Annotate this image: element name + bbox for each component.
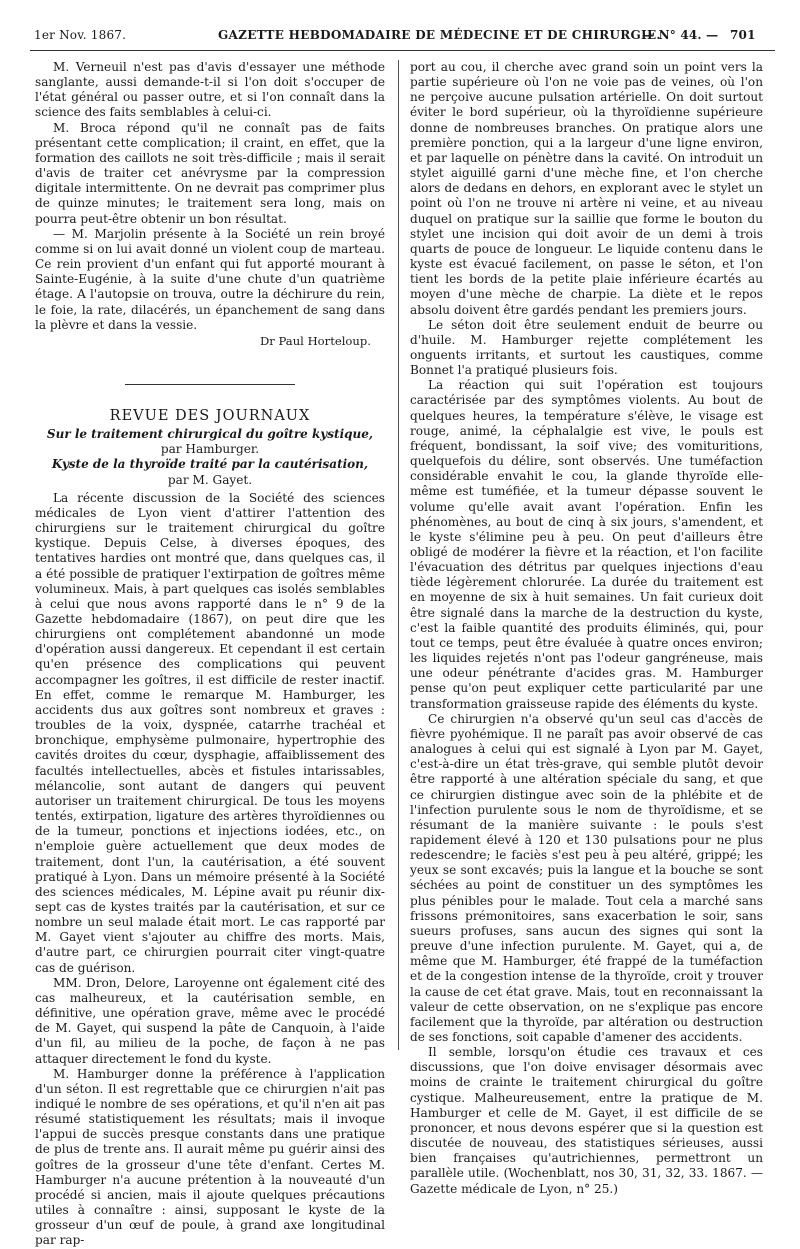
issue-date: 1er Nov. 1867.	[34, 28, 127, 42]
header-rule	[30, 50, 775, 51]
paragraph-procedure: port au cou, il cherche avec grand soin un point vers la partie supérieure où l'on ne voie pas de veines, où l'on ne perçoive aucune pulsation artérielle. On doit surtout éviter le bord supérieur, où la thyroïdienne supérieure donne de nombreuses branches. On pratique alors une première ponction, qui a la largeur d'une ligne environ, et par laquelle on pénètre dans la cavité. On introduit un stylet aiguillé garni d'une mèche fine, et l'on cherche alors de dedans en dehors, en explorant avec le stylet un point où l'on ne trouve ni artère ni veine, et au niveau duquel on pratique sur la saillie que forme le bouton du stylet une incision qui doit avoir de un demi à trois quarts de pouce de longueur. Le liquide contenu dans le kyste est évacué facilement, on passe le séton, et l'on tient les bords de la petite plaie inférieure écartés au moyen d'une mèche de charpie. La diète et le repos absolu doivent être gardés pendant les premiers jours.	[410, 60, 763, 317]
paragraph-thyroidisme: Ce chirurgien n'a observé qu'un seul cas d'accès de fièvre pyohémique. Il ne paraît pas avoir observé de cas analogues à celui qui est signalé à Lyon par M. Gayet, c'est-à-dire un état très-grave, qui semble plutôt devoir être rapporté à une altération spéciale du sang, et que ce chirurgien distingue avec soin de la phlébite et de l'infection purulente sous le nom de thyroïdisme, et se résumant de la manière suivante : le pouls s'est rapidement élevé à 120 et 130 pulsations pour ne plus redescendre; le faciès s'est peu à peu altéré, grippé; les yeux se sont excavés; puis la langue et la bouche se sont séchées au point de constituer un des symptômes les plus pénibles pour le malade. Tout cela a marché sans frissons prémonitoires, sans exacerbation le soir, sans sueurs profuses, sans aucun des signes qui sont la preuve d'une infection purulente. M. Gayet, qui a, de même que M. Hamburger, été frappé de la tuméfaction et de la congestion intense de la thyroïde, croit y trouver la cause de cet état grave. Mais, tout en reconnaissant la valeur de cette observation, on ne s'explique pas encore facilement que la thyroïde, par altération ou destruction de ses fonctions, soit capable d'amener des accidents.	[410, 711, 763, 1044]
paragraph-marjolin: — M. Marjolin présente à la Société un rein broyé comme si on lui avait donné un violent coup de marteau. Ce rein provient d'un enfant qui fut apporté mourant à Sainte-Eugénie, à la suite d'une chute d'un quatrième étage. A l'autopsie on trouva, outre la déchirure du rein, le foie, la rate, dilacérés, un épanchement de sang dans la plèvre et dans la vessie.	[35, 226, 385, 332]
article-author-gayet: par M. Gayet.	[167, 472, 253, 487]
paragraph-broca: M. Broca répond qu'il ne connaît pas de faits présentant cette complication; il craint, en effet, que la formation des caillots ne soit très-difficile ; mais il serait d'avis de traiter cet anévrysme par la compression digitale intermittente. On ne devrait pas comprimer plus de quinze minutes; le traitement sera long, mais on pourra peut-être obtenir un bon résultat.	[35, 120, 385, 226]
conclusion-text: Il semble, lorsqu'on étudie ces travaux et ces discussions, que l'on doive envisager désormais avec moins de crainte le traitement chirurgical du goître cystique. Malheureusement, entre la pratique de M. Hamburger et celle de M. Gayet, il est difficile de se prononcer, et nous devons espérer que si la question est discutée de nouveau, des statistiques sérieuses, aussi bien françaises qu'autrichiennes, permettront un parallèle utile.	[410, 1045, 763, 1181]
running-head	[30, 28, 772, 48]
paragraph-seton: Le séton doit être seulement enduit de beurre ou d'huile. M. Hamburger rejette complétement les onguents irritants, et surtout les caustiques, comme Bonnet l'a pratiqué plusieurs fois.	[410, 317, 763, 378]
article-title-kyste: Kyste de la thyroïde traité par la cautérisation,	[51, 457, 369, 472]
paragraph-hamburger-seton: M. Hamburger donne la préférence à l'application d'un séton. Il est regrettable que ce chirurgien n'ait pas indiqué le nombre de ses opérations, et qu'il n'en ait pas résumé statistiquement les résultats; mais il invoque l'appui de succès presque constants dans une pratique de plus de trente ans. Il aurait même pu guérir ainsi des goîtres de la grosseur d'une tête d'enfant. Certes M. Hamburger n'a aucune prétention à la nouveauté d'un procédé si ancien, mais il ajoute quelques précautions utiles à connaître : ainsi, supposant le kyste de la grosseur d'un œuf de poule, à grand axe longitudinal par rap-	[35, 1066, 385, 1248]
paragraph-discussion: La récente discussion de la Société des sciences médicales de Lyon vient d'attirer l'attention des chirurgiens sur le traitement chirurgical du goître kystique. Depuis Celse, à diverses époques, des tentatives hardies ont montré que, dans quelques cas, il a été possible de pratiquer l'extirpation de goîtres même volumineux. Mais, à part quelques cas isolés semblables à celui que nous avons rapporté dans le n° 9 de la Gazette hebdomadaire (1867), on peut dire que les chirurgiens ont complétement abandonné un mode d'opération aussi dangereux. Et cependant il est certain qu'en présence des complications qui peuvent accompagner les goîtres, il est difficile de rester inactif. En effet, comme le remarque M. Hamburger, les accidents dus aux goîtres sont nombreux et graves : troubles de la voix, dyspnée, catarrhe trachéal et bronchique, emphysème pulmonaire, hypertrophie des cavités droites du cœur, dysphagie, affaiblissement des facultés intellectuelles, abcès et fistules intarissables, mélancolie, sont autant de dangers qui peuvent autoriser un traitement chirurgical. De tous les moyens tentés, extirpation, ligature des artères thyroïdiennes ou de la tumeur, ponctions et injections iodées, etc., on n'emploie guère actuellement que deux modes de traitement, dont l'un, la cautérisation, a été souvent pratiqué à Lyon. Dans un mémoire présenté à la Société des sciences médicales, M. Lépine avait pu réunir dix-sept cas de kystes traités par la cautérisation, et sur ce nombre un seul malade était mort. Le cas rapporté par M. Gayet vient s'ajouter au chiffre des morts. Mais, d'autre part, ce chirurgien pourrait citer vingt-quatre cas de guérison.	[35, 490, 385, 975]
article-author-hamburger: par Hamburger.	[160, 442, 260, 457]
right-column	[410, 60, 763, 1197]
section-title: REVUE DES JOURNAUX	[109, 407, 311, 424]
paragraph-dron-delore: MM. Dron, Delore, Laroyenne ont également cité des cas malheureux, et la cautérisation semble, en définitive, une opération grave, même avec le procédé de M. Gayet, qui suspend la pâte de Canquoin, à l'aide d'un fil, au milieu de la poche, de façon à ne pas attaquer directement le fond du kyste.	[35, 975, 385, 1066]
issue-number: — N° 44. —	[642, 28, 719, 42]
source-reference: (Wochenblatt, nos 30, 31, 32, 33. 1867. — Gazette médicale de Lyon, n° 25.)	[410, 1166, 763, 1196]
article-title-goitre: Sur le traitement chirurgical du goître kystique,	[46, 427, 374, 442]
journal-title: GAZETTE HEBDOMADAIRE DE MÉDECINE ET DE CHIRURGIE.	[218, 28, 661, 42]
paragraph-conclusion	[410, 1045, 763, 1197]
author-signature: Dr Paul Horteloup.	[260, 333, 371, 348]
paragraph-reaction: La réaction qui suit l'opération est toujours caractérisée par des symptômes violents. Au bout de quelques heures, la température s'élève, le visage est rouge, animé, la céphalalgie est vive, le pouls est fréquent, bondissant, la soif vive; des vomituritions, quelquefois du délire, sont observés. Une tuméfaction considérable envahit le cou, la glande thyroïde elle-même est tuméfiée, et la tumeur dépasse souvent le volume qu'elle avait avant l'opération. Enfin les phénomènes, au bout de cinq à six jours, s'amendent, et le kyste s'élimine peu à peu. On peut d'ailleurs être obligé de modérer la fièvre et la réaction, et l'on facilite l'évacuation des détritus par quelques injections d'eau tiède légèrement chlorurée. La durée du traitement est en moyenne de six à huit semaines. Un fait curieux doit être signalé dans la marche de la destruction du kyste, c'est la faible quantité des produits éliminés, qui, pour tout ce temps, peut être évaluée à quatre onces environ; les liquides rejetés n'ont pas l'odeur gangréneuse, mais une odeur pénétrante d'acides gras. M. Hamburger pense qu'on peut expliquer cette particularité par une transformation graisseuse rapide des éléments du kyste.	[410, 378, 763, 711]
left-column	[35, 60, 385, 1249]
page-number: 701	[730, 28, 756, 42]
column-divider	[398, 60, 399, 1050]
section-divider	[125, 384, 295, 385]
paragraph-verneuil: M. Verneuil n'est pas d'avis d'essayer une méthode sanglante, aussi demande-t-il si l'on doit s'occuper de l'état général ou passer outre, et si l'on connaît dans la science des faits semblables à celui-ci.	[35, 60, 385, 120]
